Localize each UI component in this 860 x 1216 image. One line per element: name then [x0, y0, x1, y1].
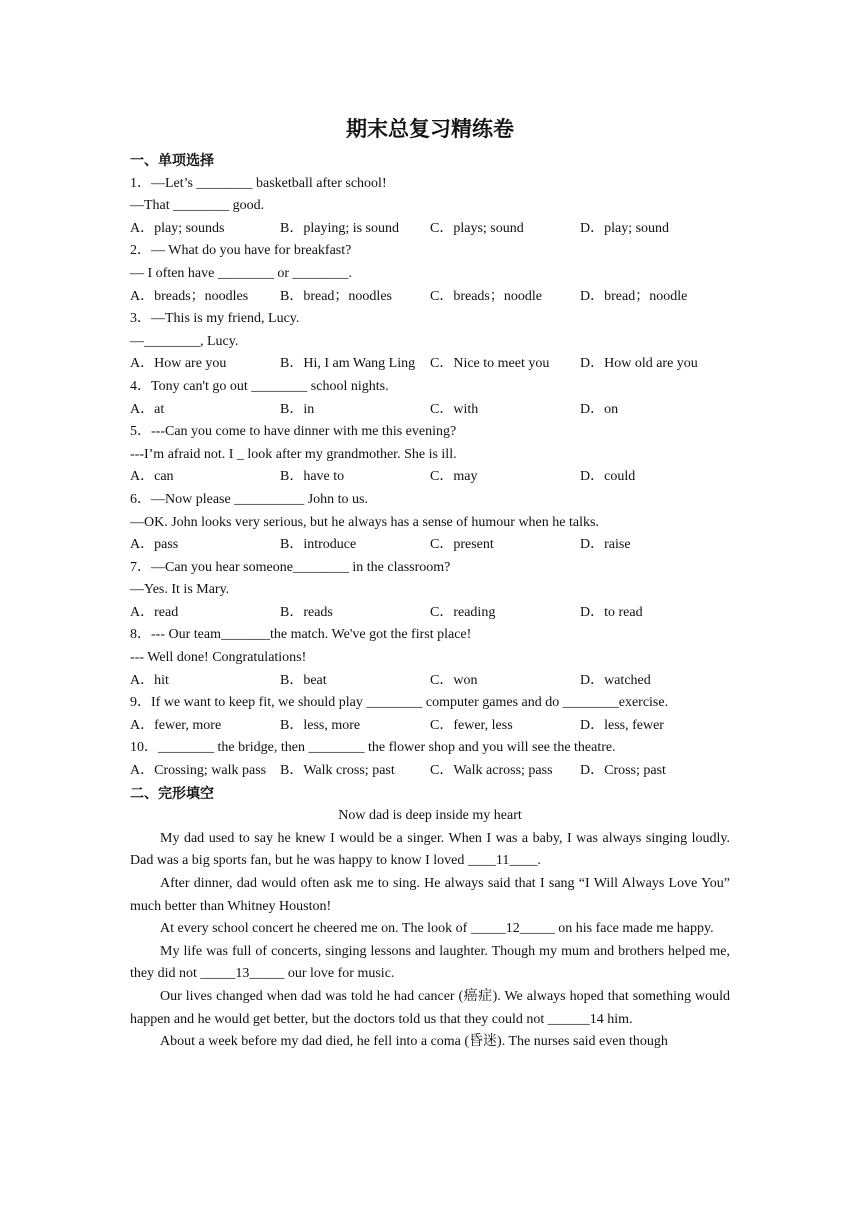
question-stem: 1．—Let’s ________ basketball after school!: [130, 175, 387, 191]
answer-option: C．won: [430, 672, 478, 688]
answer-option: A．at: [130, 401, 165, 417]
answer-option: B．Walk cross; past: [280, 763, 395, 779]
answer-option: B．beat: [280, 672, 327, 688]
question-item: [130, 489, 730, 557]
section-heading-multiple-choice: 一、单项选择: [130, 153, 214, 169]
question-list: [130, 173, 730, 783]
question-stem: 7．—Can you hear someone________ in the classroom?: [130, 559, 451, 575]
answer-option: B．introduce: [280, 537, 357, 553]
answer-option: C．reading: [430, 604, 496, 620]
section-heading-cloze: 二、完形填空: [130, 785, 214, 802]
answer-option: A．hit: [130, 672, 169, 688]
question-dialogue-line: —OK. John looks very serious, but he always has a sense of humour when he talks.: [130, 514, 599, 530]
answer-options: [130, 286, 730, 309]
passage-body: [130, 828, 730, 1054]
question-dialogue-line: —Yes. It is Mary.: [130, 582, 230, 598]
answer-option: D．could: [580, 469, 636, 485]
answer-option: C．may: [430, 469, 478, 485]
answer-option: B．bread；noodles: [280, 288, 392, 304]
passage-paragraph: After dinner, dad would often ask me to sing. He always said that I sang “I Will Always Love You” much better than Whitney Houston!: [130, 876, 730, 914]
answer-option: C．with: [430, 401, 479, 417]
worksheet-page: [130, 112, 730, 1054]
answer-option: B．less, more: [280, 717, 361, 733]
question-item: [130, 376, 730, 421]
question-stem: 2．— What do you have for breakfast?: [130, 243, 352, 259]
passage-paragraph: Our lives changed when dad was told he had cancer (癌症). We always hoped that something would happen and he would get better, but the doctors told us that they could not ______14 him.: [130, 988, 730, 1027]
passage-paragraph: My dad used to say he knew I would be a singer. When I was a baby, I was always singing loudly. Dad was a big sports fan, but he was happy to know I loved ____11____.: [130, 830, 730, 869]
answer-option: C．fewer, less: [430, 717, 513, 733]
question-item: [130, 557, 730, 625]
answer-options: [130, 715, 730, 738]
answer-option: D．to read: [580, 604, 643, 620]
answer-options: [130, 760, 730, 783]
answer-option: D．How old are you: [580, 356, 698, 372]
answer-option: A．Crossing; walk pass: [130, 763, 267, 779]
question-stem: 3．—This is my friend, Lucy.: [130, 311, 300, 327]
answer-option: A．play; sounds: [130, 220, 225, 236]
question-dialogue-line: --- Well done! Congratulations!: [130, 650, 307, 666]
passage-paragraph: About a week before my dad died, he fell into a coma (昏迷). The nurses said even though: [160, 1034, 668, 1050]
answer-option: D．watched: [580, 672, 651, 688]
answer-option: A．read: [130, 604, 179, 620]
answer-options: [130, 602, 730, 625]
answer-option: B．Hi, I am Wang Ling: [280, 356, 416, 372]
question-stem: 5．---Can you come to have dinner with me this evening?: [130, 424, 457, 440]
question-item: [130, 624, 730, 692]
answer-option: C．plays; sound: [430, 220, 524, 236]
answer-option: B．in: [280, 401, 315, 417]
question-stem: 8．--- Our team_______the match. We've got the first place!: [130, 627, 472, 643]
question-item: [130, 737, 730, 782]
answer-option: A．pass: [130, 537, 179, 553]
question-item: [130, 173, 730, 241]
passage-title: Now dad is deep inside my heart: [338, 808, 522, 824]
answer-options: [130, 218, 730, 241]
answer-option: B．have to: [280, 469, 345, 485]
answer-option: D．Cross; past: [580, 763, 666, 779]
question-dialogue-line: —________, Lucy.: [130, 333, 239, 349]
question-stem: 6．—Now please __________ John to us.: [130, 491, 368, 507]
answer-option: D．raise: [580, 537, 631, 553]
answer-option: D．play; sound: [580, 220, 670, 236]
answer-option: C．Nice to meet you: [430, 356, 550, 372]
answer-option: D．bread；noodle: [580, 288, 688, 304]
answer-options: [130, 534, 730, 557]
passage-paragraph: My life was full of concerts, singing lessons and laughter. Though my mum and brothers helped me, they did not _____13_____ our love for music.: [130, 943, 730, 982]
answer-option: B．playing; is sound: [280, 220, 400, 236]
question-stem: 9．If we want to keep fit, we should play ________ computer games and do ________exercise.: [130, 695, 669, 711]
question-dialogue-line: —That ________ good.: [130, 198, 265, 214]
question-stem: 4．Tony can't go out ________ school nights.: [130, 378, 389, 394]
question-item: [130, 240, 730, 308]
answer-option: D．less, fewer: [580, 717, 664, 733]
answer-option: D．on: [580, 401, 619, 417]
answer-option: A．How are you: [130, 356, 227, 372]
answer-options: [130, 670, 730, 693]
question-item: [130, 308, 730, 376]
answer-options: [130, 399, 730, 422]
answer-option: B．reads: [280, 604, 333, 620]
answer-option: A．fewer, more: [130, 717, 222, 733]
page-title: 期末总复习精练卷: [346, 116, 514, 141]
answer-option: C．breads；noodle: [430, 288, 542, 304]
question-item: [130, 421, 730, 489]
question-dialogue-line: — I often have ________ or ________.: [130, 265, 353, 281]
answer-option: C．Walk across; pass: [430, 763, 553, 779]
question-item: [130, 692, 730, 737]
question-dialogue-line: ---I’m afraid not. I _ look after my grandmother. She is ill.: [130, 446, 457, 462]
question-stem: 10．________ the bridge, then ________ the flower shop and you will see the theatre.: [130, 740, 616, 756]
answer-option: A．can: [130, 469, 174, 485]
answer-option: C．present: [430, 537, 494, 553]
passage-paragraph: At every school concert he cheered me on. The look of _____12_____ on his face made me happy.: [160, 921, 714, 937]
answer-options: [130, 353, 730, 376]
answer-options: [130, 466, 730, 489]
answer-option: A．breads；noodles: [130, 288, 249, 304]
